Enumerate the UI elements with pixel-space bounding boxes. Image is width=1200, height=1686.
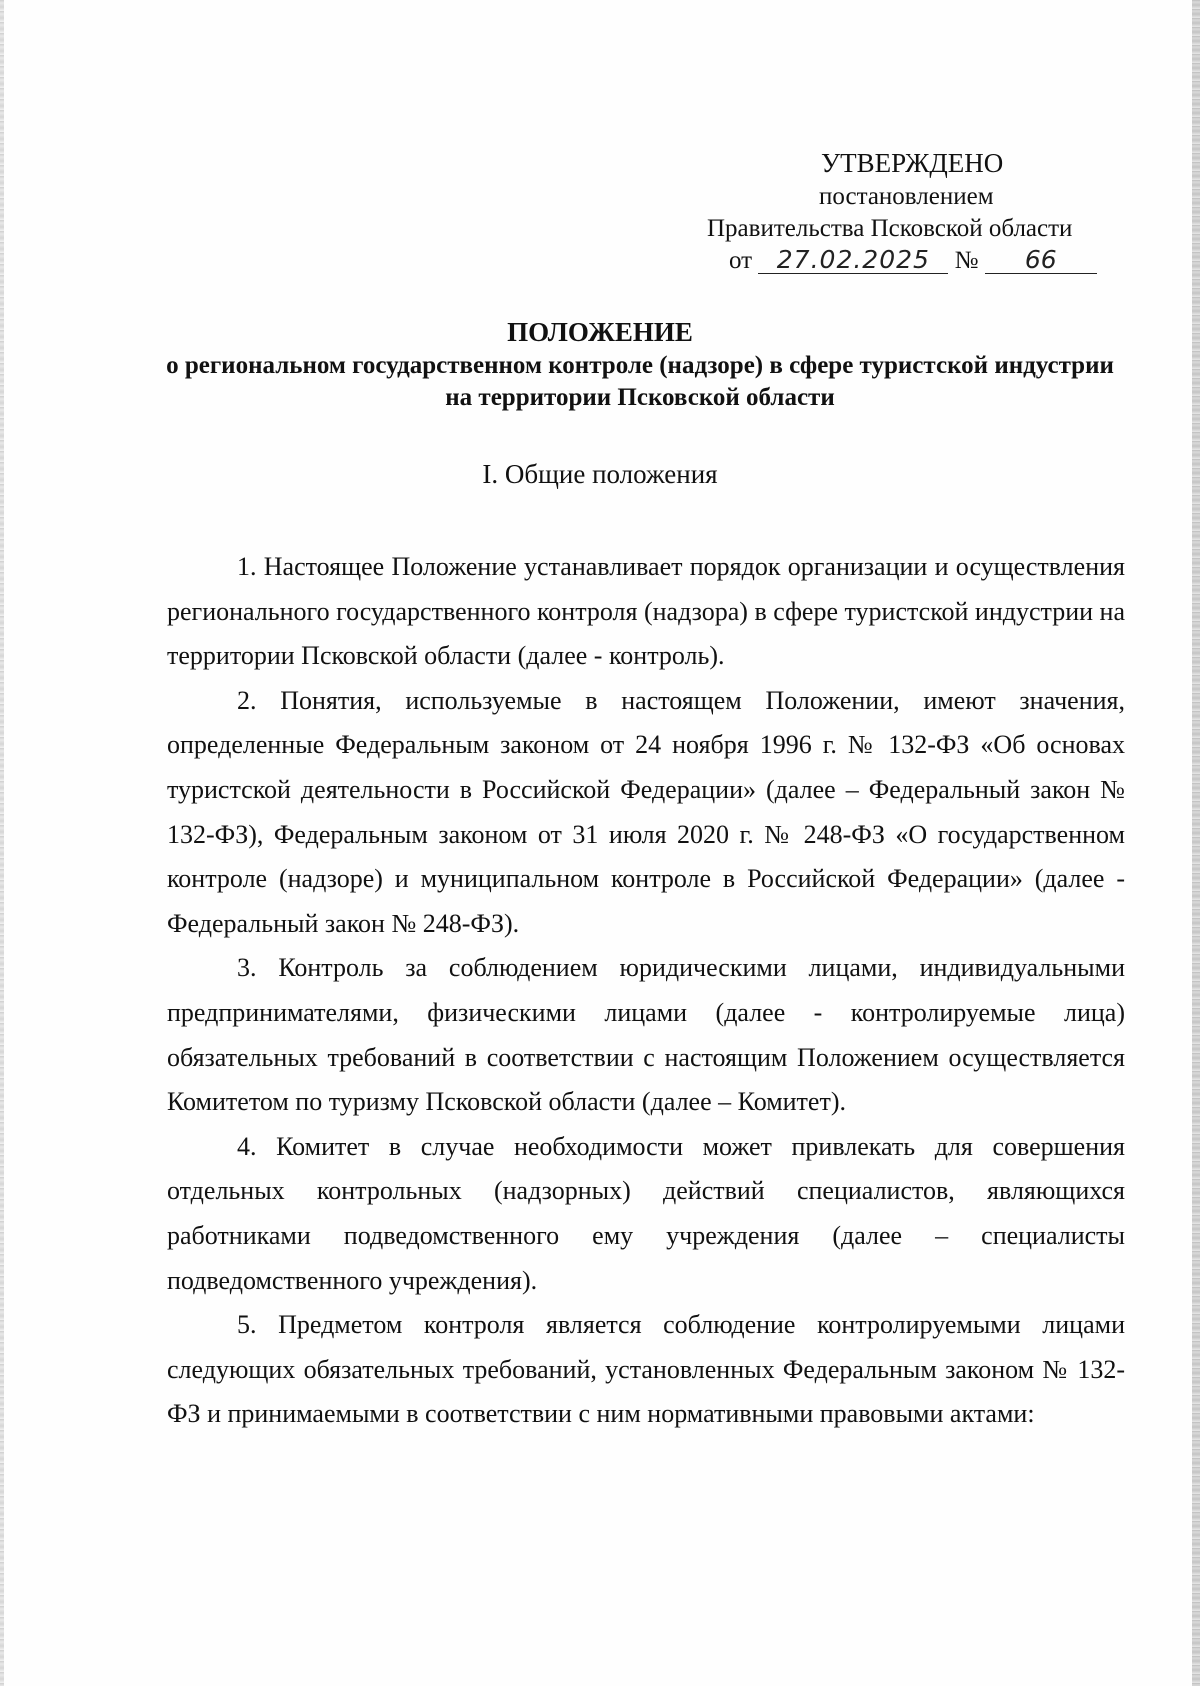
scan-edge-right	[1192, 0, 1200, 1686]
handwritten-date: 27.02.2025	[758, 247, 948, 274]
scan-edge-left	[0, 0, 4, 1686]
approval-heading: УТВЕРЖДЕНО	[821, 148, 1004, 178]
approval-line-date-number	[729, 245, 1097, 277]
number-prefix: №	[954, 247, 979, 274]
document-title: ПОЛОЖЕНИЕ	[507, 317, 693, 347]
section-heading: I. Общие положения	[482, 459, 718, 489]
document-subtitle: о региональном государственном контроле (надзоре) в сфере туристской индустрии на территории Псковской области	[166, 352, 1114, 411]
paragraph-5: 5. Предметом контроля является соблюдение контролируемыми лицами следующих обязательных требований, установленных Федеральным законом № 132-ФЗ и принимаемыми в соответствии с ним нормативными правовыми актами:	[167, 1310, 1125, 1429]
document-body	[167, 545, 1125, 1437]
paragraph-2: 2. Понятия, используемые в настоящем Положении, имеют значения, определенные Федеральным законом от 24 ноября 1996 г. № 132-ФЗ «Об основах туристской деятельности в Российской Федерации» (далее – Федеральный закон № 132-ФЗ), Федеральным законом от 31 июля 2020 г. № 248-ФЗ «О государственном контроле (надзоре) и муниципальном контроле в Российской Федерации» (далее - Федеральный закон № 248-ФЗ).	[167, 685, 1125, 938]
date-prefix: от	[729, 247, 753, 274]
paragraph-4: 4. Комитет в случае необходимости может привлекать для совершения отдельных контрольных (надзорных) действий специалистов, являющихся работниками подведомственного ему учреждения (далее – специалисты подведомственного учреждения).	[167, 1131, 1125, 1295]
approval-line-government: Правительства Псковской области	[707, 215, 1073, 242]
paragraph-1: 1. Настоящее Положение устанавливает порядок организации и осуществления регионального государственного контроля (надзора) в сфере туристской индустрии на территории Псковской области (далее - контроль).	[167, 552, 1125, 671]
handwritten-number: 66	[985, 247, 1097, 274]
approval-line-resolution: постановлением	[819, 183, 994, 210]
paragraph-3: 3. Контроль за соблюдением юридическими лицами, индивидуальными предпринимателями, физическими лицами (далее - контролируемые лица) обязательных требований в соответствии с настоящим Положением осуществляется Комитетом по туризму Псковской области (далее – Комитет).	[167, 953, 1125, 1117]
